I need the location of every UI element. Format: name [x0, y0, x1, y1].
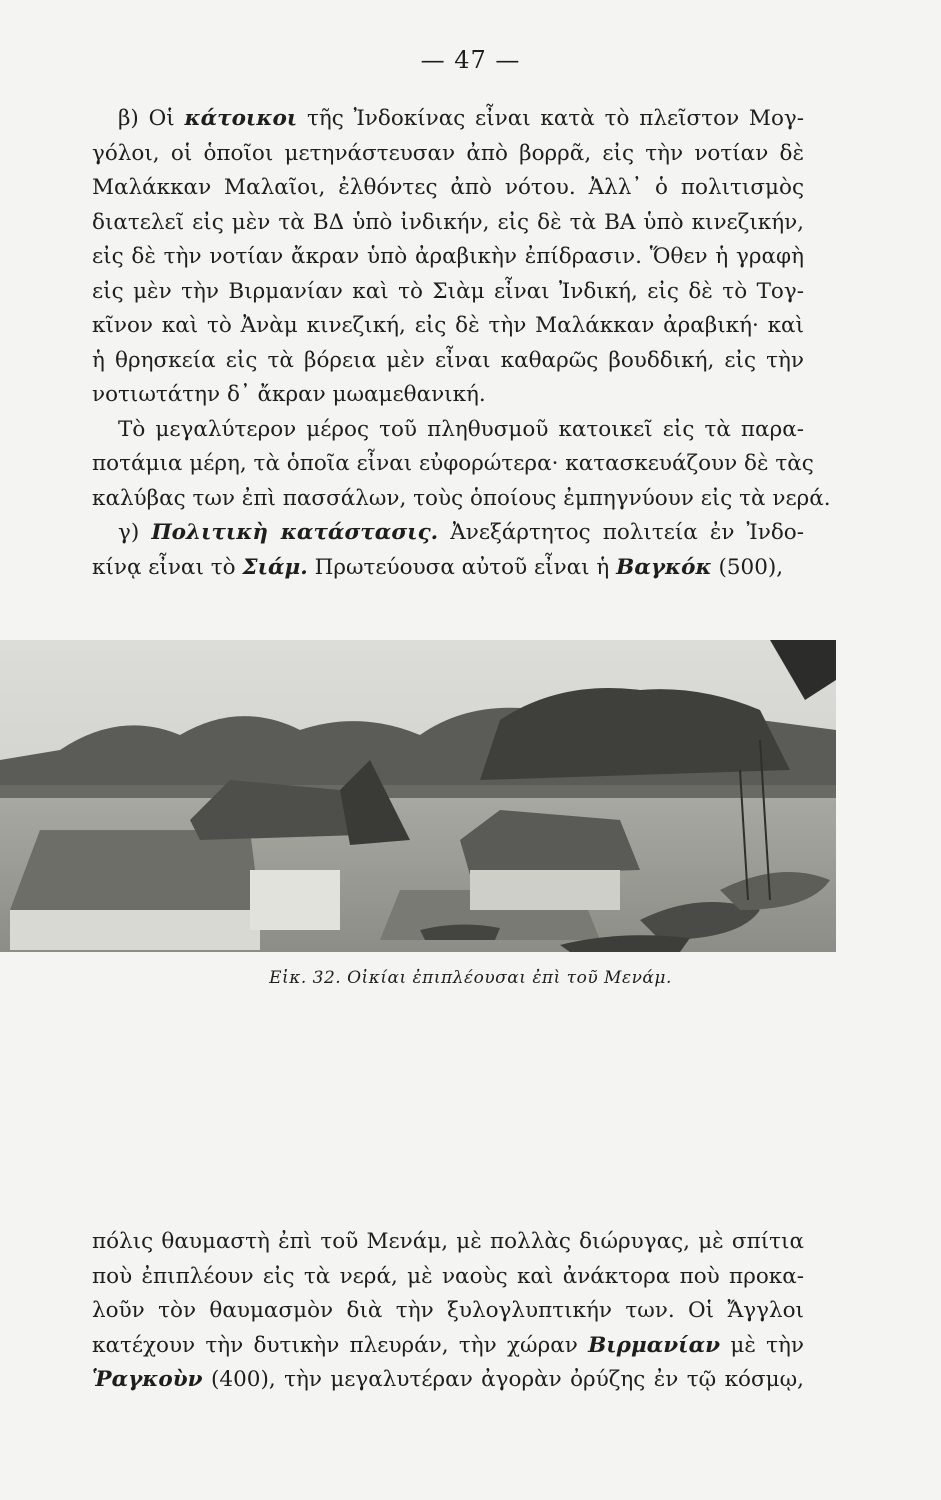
emphasized-term: Ῥαγκοὺν — [92, 1367, 203, 1392]
text-line: κίνᾳ εἶναι τὸ Σιάμ. Πρωτεύουσα αὐτοῦ εἶναι ἡ Βαγκόκ (500), — [92, 554, 784, 580]
emphasized-term: Σιάμ. — [242, 554, 308, 580]
paragraph-population — [92, 413, 831, 517]
text-line: Τὸ μεγαλύτερον μέρος τοῦ πληθυσμοῦ κατοικεῖ εἰς τὰ παρα- — [118, 416, 804, 442]
text-line: Ῥαγκοὺν (400), τὴν μεγαλυτέραν ἀγορὰν ὀρύζης ἐν τῷ κόσμῳ, — [92, 1367, 804, 1392]
text-line: νοτιωτάτην δ᾽ ἄκραν μωαμεθανική. — [92, 382, 486, 407]
emphasized-term: Πολιτικὴ κατάστασις. — [151, 520, 439, 545]
paragraph-bangkok-continued — [92, 1225, 804, 1398]
photo-floating-houses — [0, 640, 836, 952]
text-line: ἡ θρησκεία εἰς τὰ βόρεια μὲν εἶναι καθαρῶς βουδδική, εἰς τὴν — [92, 347, 804, 373]
text-line: β) Οἱ κάτοικοι τῆς Ἰνδοκίνας εἶναι κατὰ τὸ πλεῖστον Μογ- — [118, 106, 805, 131]
emphasized-term: κάτοικοι — [184, 106, 298, 131]
text-line: λοῦν τὸν θαυμασμὸν διὰ τὴν ξυλογλυπτικήν των. Οἱ Ἄγγλοι — [92, 1298, 804, 1323]
text-line: κατέχουν τὴν δυτικὴν πλευράν, τὴν χώραν Βιρμανίαν μὲ τὴν — [92, 1332, 805, 1358]
text-line: κῖνον καὶ τὸ Ἀνὰμ κινεζική, εἰς δὲ τὴν Μαλάκκαν ἀραβική· καὶ — [92, 313, 804, 338]
text-line: εἰς δὲ τὴν νοτίαν ἄκραν ὑπὸ ἀραβικὴν ἐπίδρασιν. Ὅθεν ἡ γραφὴ — [92, 244, 804, 269]
text-line: εἰς μὲν τὴν Βιρμανίαν καὶ τὸ Σιὰμ εἶναι Ἰνδική, εἰς δὲ τὸ Τογ- — [92, 278, 804, 304]
text-line: ποὺ ἐπιπλέουν εἰς τὰ νερά, μὲ ναοὺς καὶ ἀνάκτορα ποὺ προκα- — [92, 1263, 804, 1289]
page-number: — 47 — — [420, 46, 521, 74]
text-line: γ) Πολιτικὴ κατάστασις. Ἀνεξάρτητος πολιτεία ἐν Ἰνδο- — [118, 520, 804, 545]
main-text-bottom — [92, 1225, 804, 1398]
paragraph-inhabitants — [92, 102, 804, 413]
emphasized-term: Βιρμανίαν — [588, 1332, 721, 1358]
main-text-top — [92, 102, 831, 585]
emphasized-term: Βαγκόκ — [616, 554, 712, 580]
text-line: γόλοι, οἱ ὁποῖοι μετηνάστευσαν ἀπὸ βορρᾶ, εἰς τὴν νοτίαν δὲ — [92, 140, 804, 166]
text-line: ποτάμια μέρη, τὰ ὁποῖα εἶναι εὐφορώτερα· κατασκευάζουν δὲ τὰς — [92, 451, 814, 476]
text-line: διατελεῖ εἰς μὲν τὰ ΒΔ ὑπὸ ἰνδικήν, εἰς δὲ τὰ ΒΑ ὑπὸ κινεζικήν, — [92, 209, 804, 235]
paragraph-political — [92, 516, 804, 585]
figure-caption: Εἰκ. 32. Οἰκίαι ἐπιπλέουσαι ἐπὶ τοῦ Μενάμ. — [269, 968, 672, 988]
text-line: καλύβας των ἐπὶ πασσάλων, τοὺς ὁποίους ἐμπηγνύουν εἰς τὰ νερά. — [92, 485, 831, 511]
text-line: πόλις θαυμαστὴ ἐπὶ τοῦ Μενάμ, μὲ πολλὰς διώρυγας, μὲ σπίτια — [92, 1229, 804, 1254]
floating-houses-image — [0, 640, 836, 952]
text-line: Μαλάκκαν Μαλαῖοι, ἐλθόντες ἀπὸ νότου. Ἀλλ᾽ ὁ πολιτισμὸς — [92, 175, 804, 200]
